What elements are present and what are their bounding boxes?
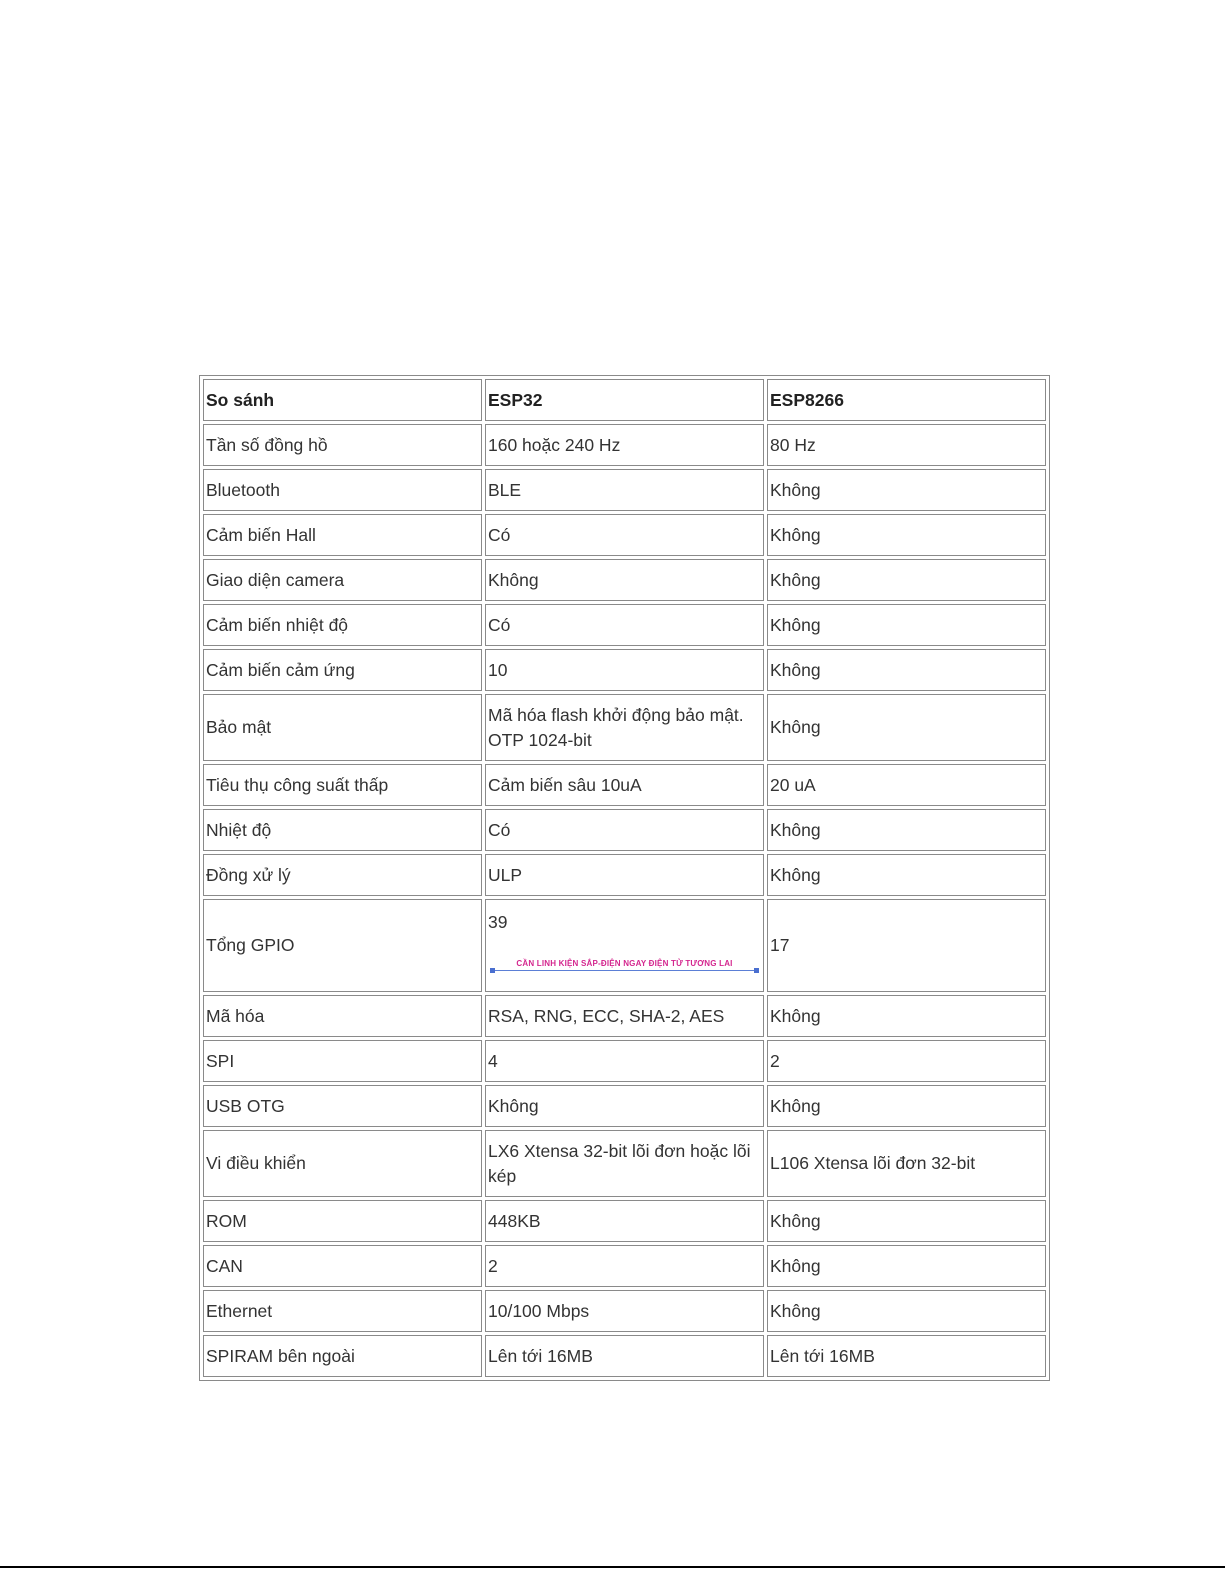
esp8266-value: Không [767,559,1046,601]
esp8266-value: Không [767,1085,1046,1127]
esp32-value: Cảm biến sâu 10uA [485,764,764,806]
esp32-value: Mã hóa flash khởi động bảo mật. OTP 1024-bit [485,694,764,761]
esp32-value: 39 [488,912,508,932]
row-label: Bảo mật [203,694,482,761]
esp8266-value: L106 Xtensa lõi đơn 32-bit [767,1130,1046,1197]
table-row [203,809,1046,851]
table-row [203,899,1046,992]
table-row [203,469,1046,511]
watermark-handle-left [490,968,495,973]
table-row [203,854,1046,896]
row-label: Cảm biến cảm ứng [203,649,482,691]
row-label: SPI [203,1040,482,1082]
row-label: Vi điều khiển [203,1130,482,1197]
esp8266-value: Không [767,514,1046,556]
esp32-value: Không [485,1085,764,1127]
esp32-value: ULP [485,854,764,896]
table-row [203,1200,1046,1242]
row-label: Ethernet [203,1290,482,1332]
table-row [203,1130,1046,1197]
esp8266-value: Không [767,854,1046,896]
esp8266-value: Không [767,1290,1046,1332]
row-label: USB OTG [203,1085,482,1127]
row-label: Cảm biến nhiệt độ [203,604,482,646]
page-bottom-rule [0,1566,1225,1568]
header-row [203,379,1046,421]
table-row [203,764,1046,806]
esp32-value: LX6 Xtensa 32-bit lõi đơn hoặc lõi kép [485,1130,764,1197]
esp32-value: 10 [485,649,764,691]
table-row [203,604,1046,646]
row-label: Nhiệt độ [203,809,482,851]
table-row [203,1085,1046,1127]
row-label: Bluetooth [203,469,482,511]
esp32-value: Không [485,559,764,601]
esp8266-value: Không [767,694,1046,761]
row-label: Đồng xử lý [203,854,482,896]
row-label: CAN [203,1245,482,1287]
row-label: Tổng GPIO [203,899,482,992]
esp8266-value: Không [767,809,1046,851]
header-cell-esp8266: ESP8266 [767,379,1046,421]
esp32-value: Có [485,514,764,556]
table-row [203,694,1046,761]
esp8266-value: Không [767,649,1046,691]
table-row [203,1040,1046,1082]
esp8266-value: 2 [767,1040,1046,1082]
esp8266-value: Không [767,1200,1046,1242]
watermark-banner [490,957,759,973]
comparison-table [199,375,1050,1381]
esp8266-value: 17 [767,899,1046,992]
row-label: SPIRAM bên ngoài [203,1335,482,1377]
esp8266-value: 20 uA [767,764,1046,806]
esp32-value: 2 [485,1245,764,1287]
table-row [203,995,1046,1037]
row-label: Giao diện camera [203,559,482,601]
table-header [203,379,1046,421]
row-label: Mã hóa [203,995,482,1037]
esp8266-value: Lên tới 16MB [767,1335,1046,1377]
esp32-value: Lên tới 16MB [485,1335,764,1377]
watermark-handle-right [754,968,759,973]
esp32-value: Có [485,809,764,851]
esp32-value: 10/100 Mbps [485,1290,764,1332]
table-row [203,514,1046,556]
table-row [203,424,1046,466]
esp32-value: 4 [485,1040,764,1082]
row-label: Cảm biến Hall [203,514,482,556]
header-cell-esp32: ESP32 [485,379,764,421]
table-row [203,1335,1046,1377]
table-body [203,424,1046,1377]
watermark-line [490,970,759,971]
table-row [203,559,1046,601]
esp8266-value: Không [767,995,1046,1037]
table-row [203,1245,1046,1287]
esp32-value: Có [485,604,764,646]
esp32-value: 448KB [485,1200,764,1242]
row-label: Tiêu thụ công suất thấp [203,764,482,806]
row-label: ROM [203,1200,482,1242]
esp32-gpio-cell [485,899,764,992]
esp8266-value: Không [767,604,1046,646]
table-row [203,649,1046,691]
esp32-value: RSA, RNG, ECC, SHA-2, AES [485,995,764,1037]
table-row [203,1290,1046,1332]
header-cell-feature: So sánh [203,379,482,421]
esp8266-value: Không [767,469,1046,511]
esp32-value: BLE [485,469,764,511]
watermark-text: CẦN LINH KIỆN SẮP-ĐIỆN NGAY ĐIỆN TỬ TƯƠNG LAI [516,959,733,968]
esp8266-value: Không [767,1245,1046,1287]
esp8266-value: 80 Hz [767,424,1046,466]
row-label: Tần số đồng hồ [203,424,482,466]
esp32-value: 160 hoặc 240 Hz [485,424,764,466]
